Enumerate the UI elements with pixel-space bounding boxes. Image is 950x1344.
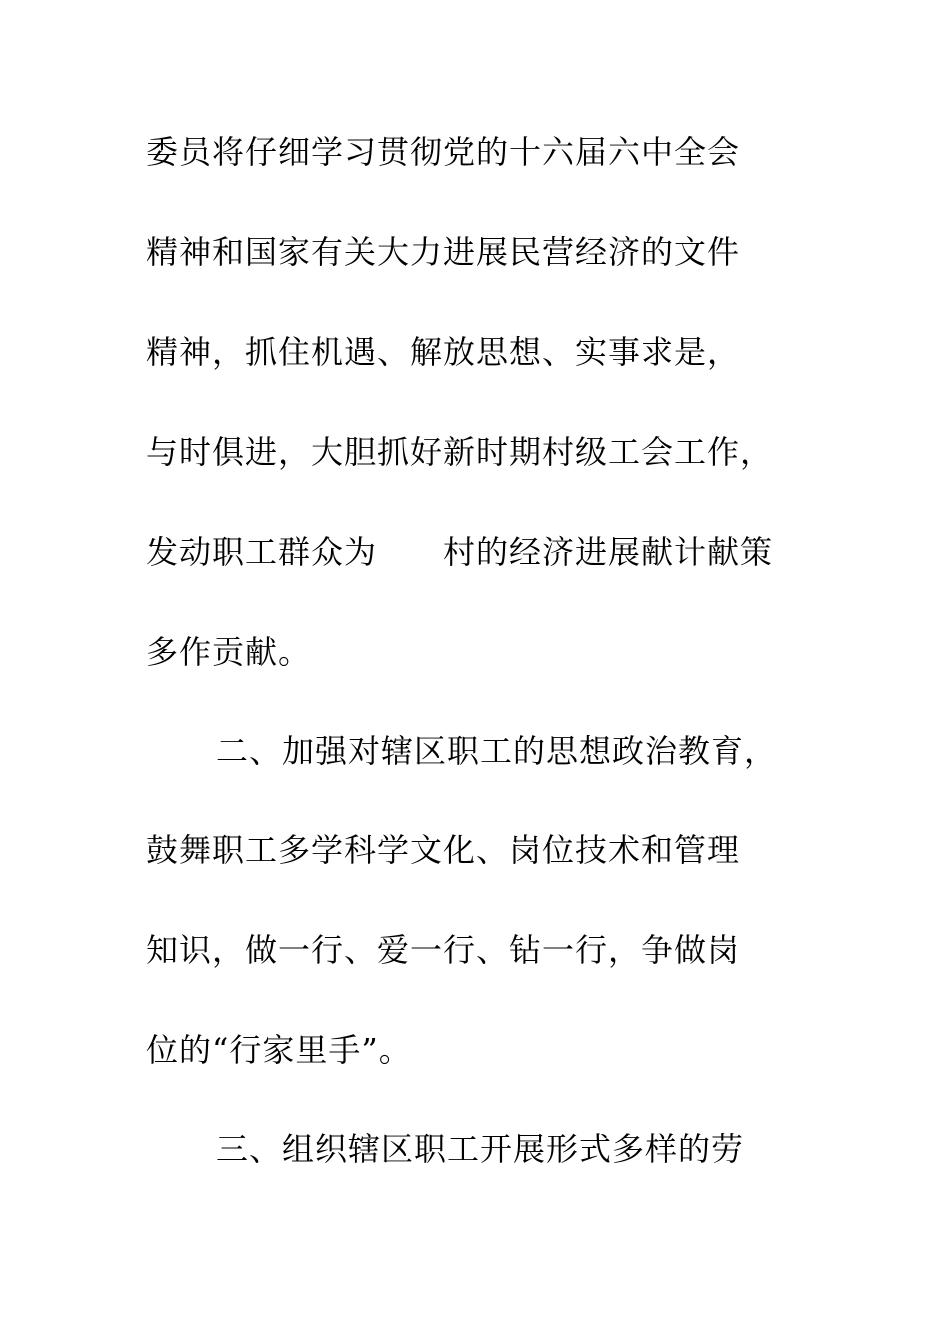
- paragraph-start-line: 三、组织辖区职工开展形式多样的劳: [216, 1130, 745, 1168]
- text-line: 位的“行家里手”。: [146, 1031, 412, 1069]
- text-line: 鼓舞职工多学科学文化、岗位技术和管理: [146, 831, 741, 869]
- text-line: 委员将仔细学习贯彻党的十六届六中全会: [146, 133, 741, 171]
- paragraph-start-line: 二、加强对辖区职工的思想政治教育，: [216, 732, 778, 770]
- text-line: 发动职工群众为 村的经济进展献计献策: [146, 533, 774, 571]
- text-line: 知识，做一行、爱一行、钻一行，争做岗: [146, 931, 741, 969]
- text-line: 与时俱进，大胆抓好新时期村级工会工作，: [146, 433, 774, 471]
- text-line: 多作贡献。: [146, 633, 312, 671]
- text-line: 精神和国家有关大力进展民营经济的文件: [146, 233, 741, 271]
- text-line: 精神，抓住机遇、解放思想、实事求是，: [146, 333, 741, 371]
